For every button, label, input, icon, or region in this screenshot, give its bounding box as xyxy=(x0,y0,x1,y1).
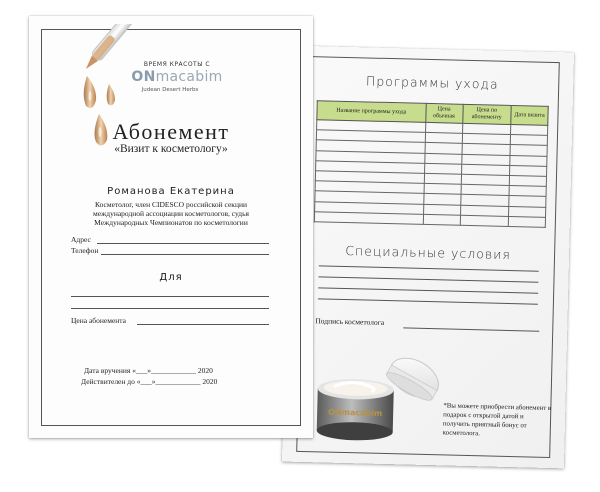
table-cell xyxy=(508,216,545,227)
document-subtitle: «Визит к косметологу» xyxy=(114,143,228,155)
recipient-line-1 xyxy=(71,296,269,297)
phone-line xyxy=(101,254,269,255)
table-cell xyxy=(423,214,460,225)
recipient-label: Для xyxy=(159,272,183,283)
brand-subtitle: Judean Desert Herbs xyxy=(141,87,199,93)
special-conditions-title: Специальные условия xyxy=(345,242,512,263)
issue-date-label: Дата вручения «___»____________ 2020 xyxy=(84,366,213,375)
address-line xyxy=(97,243,269,244)
jar-logo-text: ONmacabim xyxy=(327,407,383,418)
credentials-line-1: Косметолог, член CIDESCO российской секции xyxy=(94,200,247,209)
subscription-price-label: Цена абонемента xyxy=(71,316,126,325)
recipient-line-2 xyxy=(71,308,269,309)
cosmetologist-signature-label: Подпись косметолога xyxy=(315,316,385,327)
column-header-program-name: Название программы ухода xyxy=(317,101,426,123)
column-header-subscription-price: Цена по абонементу xyxy=(462,104,511,124)
care-programs-title: Программы ухода xyxy=(365,73,499,92)
front-card xyxy=(29,16,313,438)
subscription-price-line xyxy=(137,324,269,325)
valid-until-label: Действителен до «___»____________ 2020 xyxy=(81,377,218,386)
phone-label: Телефон xyxy=(71,246,99,255)
document-title: Абонемент xyxy=(112,119,230,144)
brand-logo-on: ON xyxy=(131,69,156,85)
brand-tagline: ВРЕМЯ КРАСОТЫ С xyxy=(143,61,211,68)
address-label: Адрес xyxy=(71,235,91,244)
credentials-line-3: Международных Чемпионатов по косметологии xyxy=(94,218,248,227)
brand-logo-macabim: macabim xyxy=(155,69,223,85)
back-card xyxy=(282,46,574,469)
column-header-visit-date: Дата визита xyxy=(511,105,548,125)
care-programs-table xyxy=(314,100,549,228)
table-cell xyxy=(460,215,509,226)
table-cell xyxy=(314,211,423,224)
column-header-regular-price: Цена обычная xyxy=(425,103,462,123)
cosmetologist-name: Романова Екатерина xyxy=(107,186,235,197)
gift-promo-note: *Вы можете приобрести абонемент в подарок с открытой датой и получить приятный бонус от косметолога. xyxy=(442,402,552,438)
credentials-line-2: международной ассоциации косметологов, судья xyxy=(93,209,249,218)
brand-logo xyxy=(121,69,233,85)
cream-jar-image xyxy=(304,346,446,449)
